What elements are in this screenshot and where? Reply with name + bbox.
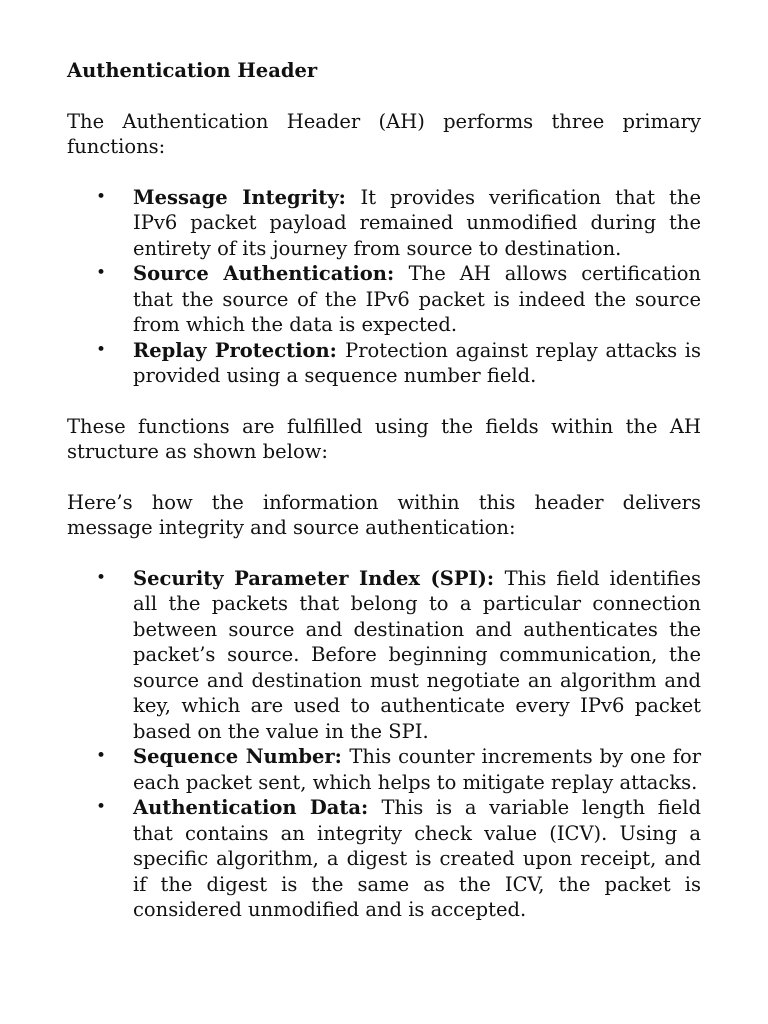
bullet-icon: •	[96, 339, 107, 360]
fields-list	[67, 566, 701, 923]
bullet-icon: •	[96, 746, 107, 766]
term-label: Security Parameter Index (SPI):	[133, 566, 505, 590]
term-label: Source Authentication:	[133, 262, 409, 285]
bullet-icon: •	[96, 567, 107, 588]
intro-paragraph: The Authentication Header (AH) performs three primary functions:	[67, 109, 701, 158]
bullet-icon: •	[96, 186, 107, 207]
term-label: Sequence Number:	[133, 745, 350, 768]
term-label: Replay Protection:	[133, 338, 346, 362]
functions-list	[67, 185, 701, 389]
list-item-authentication-data	[96, 795, 701, 923]
list-item-source-authentication	[96, 261, 701, 338]
list-item-sequence-number	[96, 744, 702, 795]
delivery-paragraph: Here’s how the information within this header delivers message integrity and source authentication:	[67, 490, 701, 539]
bullet-icon: •	[96, 263, 107, 283]
list-item-replay-protection	[96, 338, 702, 389]
list-item-message-integrity	[96, 185, 701, 262]
term-description: This is a variable length field that contains an integrity check value (ICV). Using a specific algorithm, a digest is created upon receipt, and if the digest is the same as the ICV, the packet is considered unmodified and is accepted.	[133, 796, 701, 921]
term-description: The AH allows certification that the source of the IPv6 packet is indeed the source from which the data is expected.	[133, 262, 701, 336]
term-label: Authentication Data:	[133, 796, 382, 819]
section-heading: Authentication Header	[67, 59, 318, 82]
bullet-icon: •	[96, 797, 107, 817]
list-item-spi	[96, 566, 701, 745]
structure-paragraph: These functions are fulfilled using the fields within the AH structure as shown below:	[67, 414, 701, 463]
term-description: Protection against replay attacks is provided using a sequence number field.	[133, 338, 702, 387]
document-page	[67, 58, 701, 948]
term-description: It provides verification that the IPv6 packet payload remained unmodified during the entirety of its journey from source to destination.	[133, 185, 701, 260]
term-description: This counter increments by one for each packet sent, which helps to mitigate replay attacks.	[133, 745, 702, 794]
term-description: This field identifies all the packets that belong to a particular connection between source and destination and authenticates the packet’s source. Before beginning communication, the source and destination must negotiate an algorithm and key, which are used to authenticate every IPv6 packet based on the value in the SPI.	[133, 566, 701, 743]
term-label: Message Integrity:	[133, 185, 361, 209]
